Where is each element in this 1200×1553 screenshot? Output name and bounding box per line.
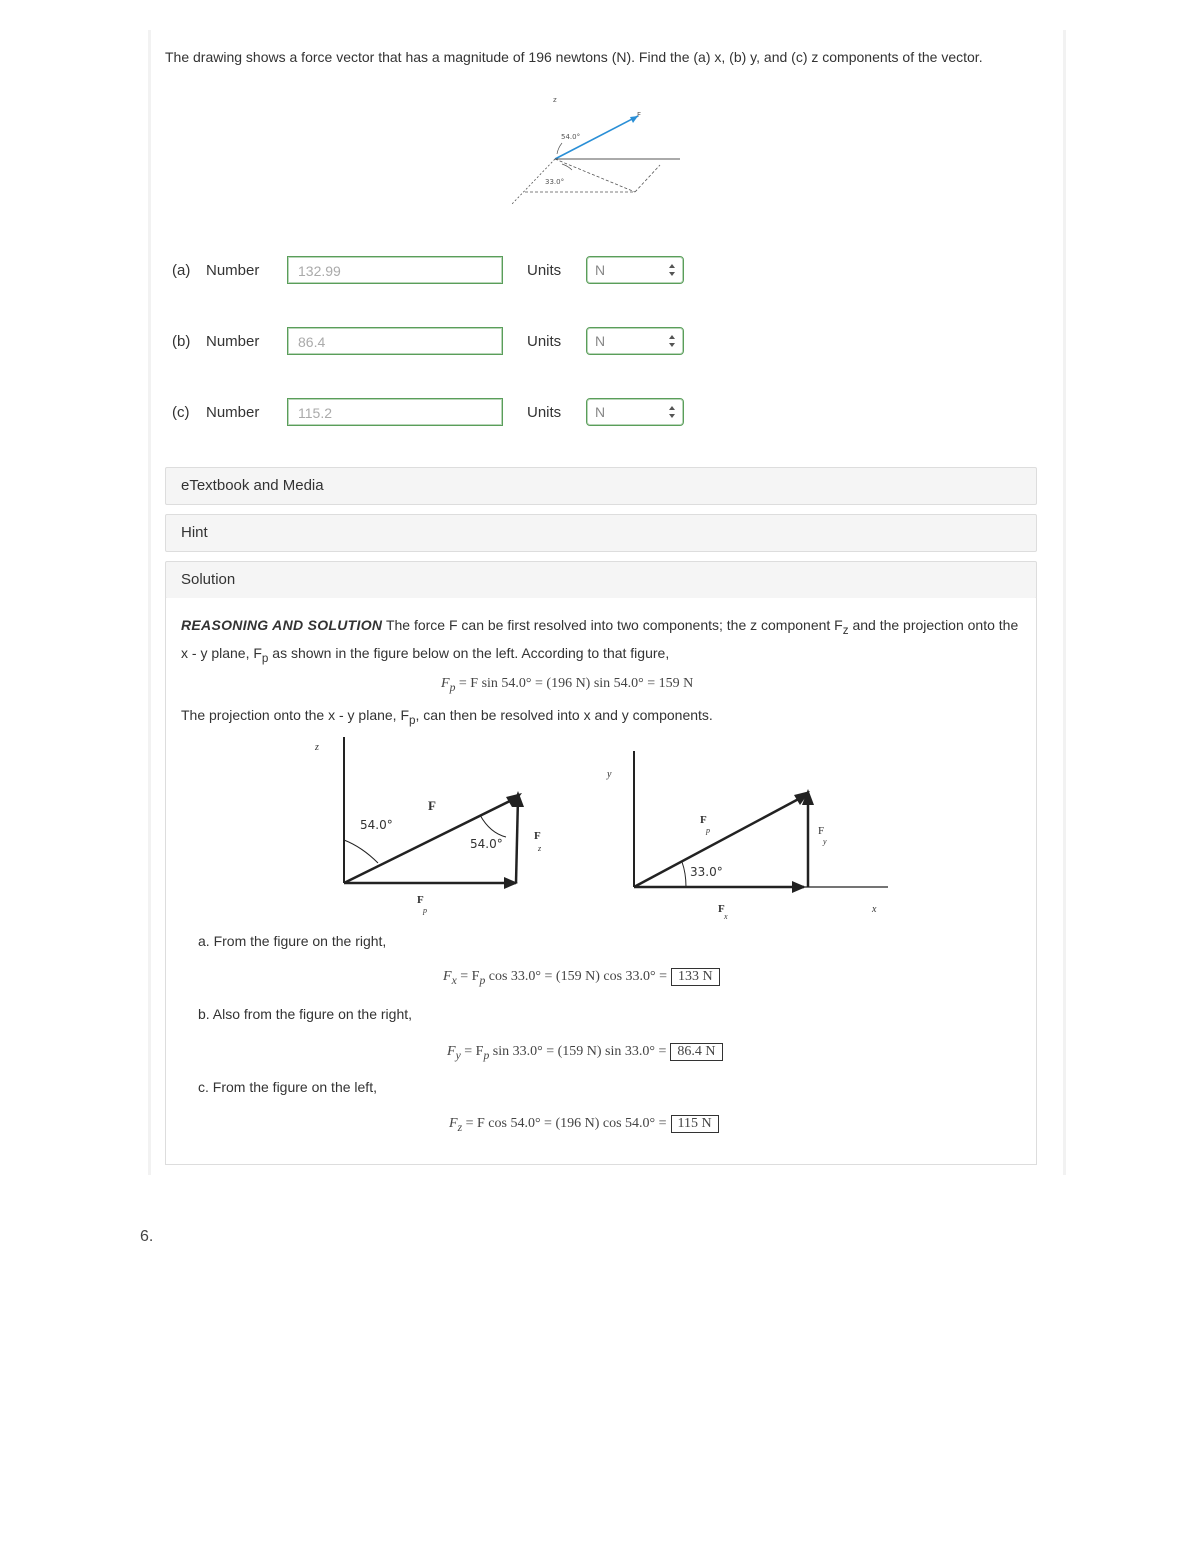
- part-c-text: c. From the figure on the left,: [198, 1079, 377, 1095]
- solution-heading: REASONING AND SOLUTION: [181, 617, 383, 633]
- right-solution-figure: [590, 745, 890, 920]
- part-a-text: a. From the figure on the right,: [198, 933, 387, 949]
- solution-panel-title: Solution: [181, 571, 236, 588]
- svg-text:x: x: [724, 912, 728, 920]
- svg-text:p: p: [423, 906, 427, 915]
- right-fx-label: F: [718, 903, 725, 915]
- units-label: Units: [527, 404, 562, 421]
- part-label: (b): [172, 333, 191, 350]
- equation-fz: $F_z = F$ cos 54.0° = (196 N) cos 54.0° = 115 N: [449, 1115, 719, 1134]
- equation-fy: $F_y = F_p$ sin 33.0° = (159 N) sin 33.0° = 86.4 N: [447, 1043, 723, 1062]
- units-select-value: N: [595, 262, 606, 278]
- part-label: (c): [172, 404, 190, 421]
- solution-panel-header[interactable]: [165, 561, 1037, 599]
- result-box-fz: 115 N: [671, 1115, 719, 1133]
- units-select-a[interactable]: [586, 256, 684, 284]
- left-z-label: z: [315, 742, 319, 753]
- units-label: Units: [527, 262, 562, 279]
- right-x-label: x: [872, 904, 877, 915]
- units-select-value: N: [595, 404, 606, 420]
- right-angle-label: 33.0°: [690, 865, 723, 879]
- number-label: Number: [206, 333, 260, 350]
- units-label: Units: [527, 333, 562, 350]
- projection-text: The projection onto the x - y plane, $F_p$, can then be resolved into x and y components.: [181, 707, 713, 727]
- figure-f-label: F: [637, 111, 642, 119]
- updown-caret-icon: [668, 263, 676, 277]
- result-box-fy: 86.4 N: [670, 1043, 722, 1061]
- updown-caret-icon: [668, 334, 676, 348]
- svg-text:y: y: [823, 837, 827, 846]
- updown-caret-icon: [668, 405, 676, 419]
- right-fp-label: F: [700, 814, 707, 826]
- figure-angle-top-label: 54.0°: [561, 133, 581, 141]
- part-b-text: b. Also from the figure on the right,: [198, 1006, 413, 1022]
- hint-panel-title: Hint: [181, 524, 208, 541]
- left-fz-label: F: [534, 830, 541, 842]
- item-number: 6.: [140, 1228, 154, 1245]
- question-text: The drawing shows a force vector that has a magnitude of 196 newtons (N). Find the (a) x, (b) y, and (c) z components of the vector.: [165, 49, 983, 65]
- etextbook-panel-header[interactable]: [165, 467, 1037, 505]
- hint-panel-header[interactable]: [165, 514, 1037, 552]
- equation-fx: $F_x = F_p$ cos 33.0° = (159 N) cos 33.0° = 133 N: [443, 968, 720, 987]
- number-label: Number: [206, 262, 260, 279]
- etextbook-panel-title: eTextbook and Media: [181, 477, 324, 494]
- units-select-value: N: [595, 333, 606, 349]
- force-vector-figure: [500, 92, 700, 212]
- figure-angle-base-label: 33.0°: [545, 178, 565, 186]
- right-fy-label: F: [818, 825, 825, 837]
- left-angle2-label: 54.0°: [470, 837, 503, 851]
- right-y-label: y: [607, 769, 612, 780]
- units-select-c[interactable]: [586, 398, 684, 426]
- number-input-c[interactable]: 115.2: [287, 398, 503, 426]
- equation-fp: $F_p = F$ sin 54.0° = (196 N) sin 54.0° = 159 N: [441, 676, 694, 694]
- solution-intro: REASONING AND SOLUTION The force F can be first resolved into two components; the z component $F_z$ and the projection onto the x - y plane, $F_p$ as shown in the figure below on the left. According to that figure,: [181, 617, 1019, 665]
- left-solution-figure: [300, 735, 560, 920]
- number-label: Number: [206, 404, 260, 421]
- result-box-fx: 133 N: [671, 968, 720, 986]
- left-angle1-label: 54.0°: [360, 818, 393, 832]
- units-select-b[interactable]: [586, 327, 684, 355]
- left-fp-label: F: [417, 894, 424, 906]
- figure-z-label: z: [553, 96, 557, 104]
- svg-text:p: p: [706, 826, 710, 835]
- number-input-a[interactable]: 132.99: [287, 256, 503, 284]
- part-label: (a): [172, 262, 191, 279]
- left-f-label: F: [428, 798, 436, 813]
- number-input-b[interactable]: 86.4: [287, 327, 503, 355]
- svg-text:z: z: [538, 844, 542, 853]
